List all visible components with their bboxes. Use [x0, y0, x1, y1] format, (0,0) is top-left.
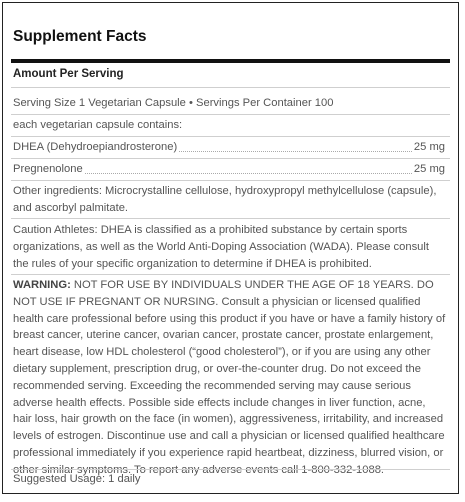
- ingredient-name: DHEA (Dehydroepiandrosterone): [13, 141, 178, 153]
- ingredient-name: Pregnenolone: [13, 163, 83, 175]
- other-ingredients: Other ingredients: Microcrystalline cellulose, hydroxypropyl methylcellulose (capsule), and ascorbyl palmitate.: [13, 185, 437, 214]
- caution-athletes: Caution Athletes: DHEA is classified as a prohibited substance by certain sports organizations, as well as the World Anti-Doping Association (WADA). Please consult the rules of your specific organization to determine if DHEA is prohibited.: [13, 224, 429, 270]
- ingredient-amount: 25 mg: [413, 141, 445, 153]
- divider: [11, 274, 450, 275]
- warning-text: NOT FOR USE BY INDIVIDUALS UNDER THE AGE OF 18 YEARS. DO NOT USE IF PREGNANT OR NURSING. Consult a physician or licensed qualified health care professional before using this product if you have or have a family history of breast cancer, uterine cancer, ovarian cancer, prostate cancer, prostate enlargement, heart disease, low HDL cholesterol (“good cholesterol”), or if you are using any other dietary supplement, prescription drug, or over-the-counter drug. Do not exceed the recommended serving. Exceeding the recommended serving may cause serious adverse health effects. Possible side effects include changes in liver function, acne, hair loss, hair growth on the face (in women), aggressiveness, irritability, and increased levels of estrogen. Discontinue use and call a physician or licensed qualified healthcare professional immediately if you experience rapid heartbeat, dizziness, blurred vision, or other similar symptoms. To report any adverse events call 1-800-332-1088.: [13, 279, 446, 476]
- divider: [11, 114, 450, 115]
- warning-label: WARNING:: [13, 279, 71, 291]
- warning-paragraph: [13, 277, 446, 479]
- each-capsule-label: each vegetarian capsule contains:: [13, 119, 183, 131]
- ingredient-row: [13, 139, 445, 155]
- divider: [11, 180, 450, 181]
- panel-title: Supplement Facts: [13, 28, 147, 45]
- title-divider: [11, 59, 450, 63]
- serving-info: Serving Size 1 Vegetarian Capsule • Servings Per Container 100: [13, 97, 334, 109]
- divider: [11, 218, 450, 219]
- ingredient-amount: 25 mg: [413, 163, 445, 175]
- leader-dots: [179, 142, 412, 152]
- divider: [11, 136, 450, 137]
- divider: [11, 158, 450, 159]
- supplement-facts-panel: [2, 2, 459, 494]
- ingredient-row: [13, 161, 445, 177]
- divider: [11, 469, 450, 470]
- leader-dots: [85, 164, 412, 174]
- divider: [11, 87, 450, 88]
- suggested-usage: Suggested Usage: 1 daily: [13, 473, 141, 485]
- amount-per-serving-heading: Amount Per Serving: [13, 68, 124, 80]
